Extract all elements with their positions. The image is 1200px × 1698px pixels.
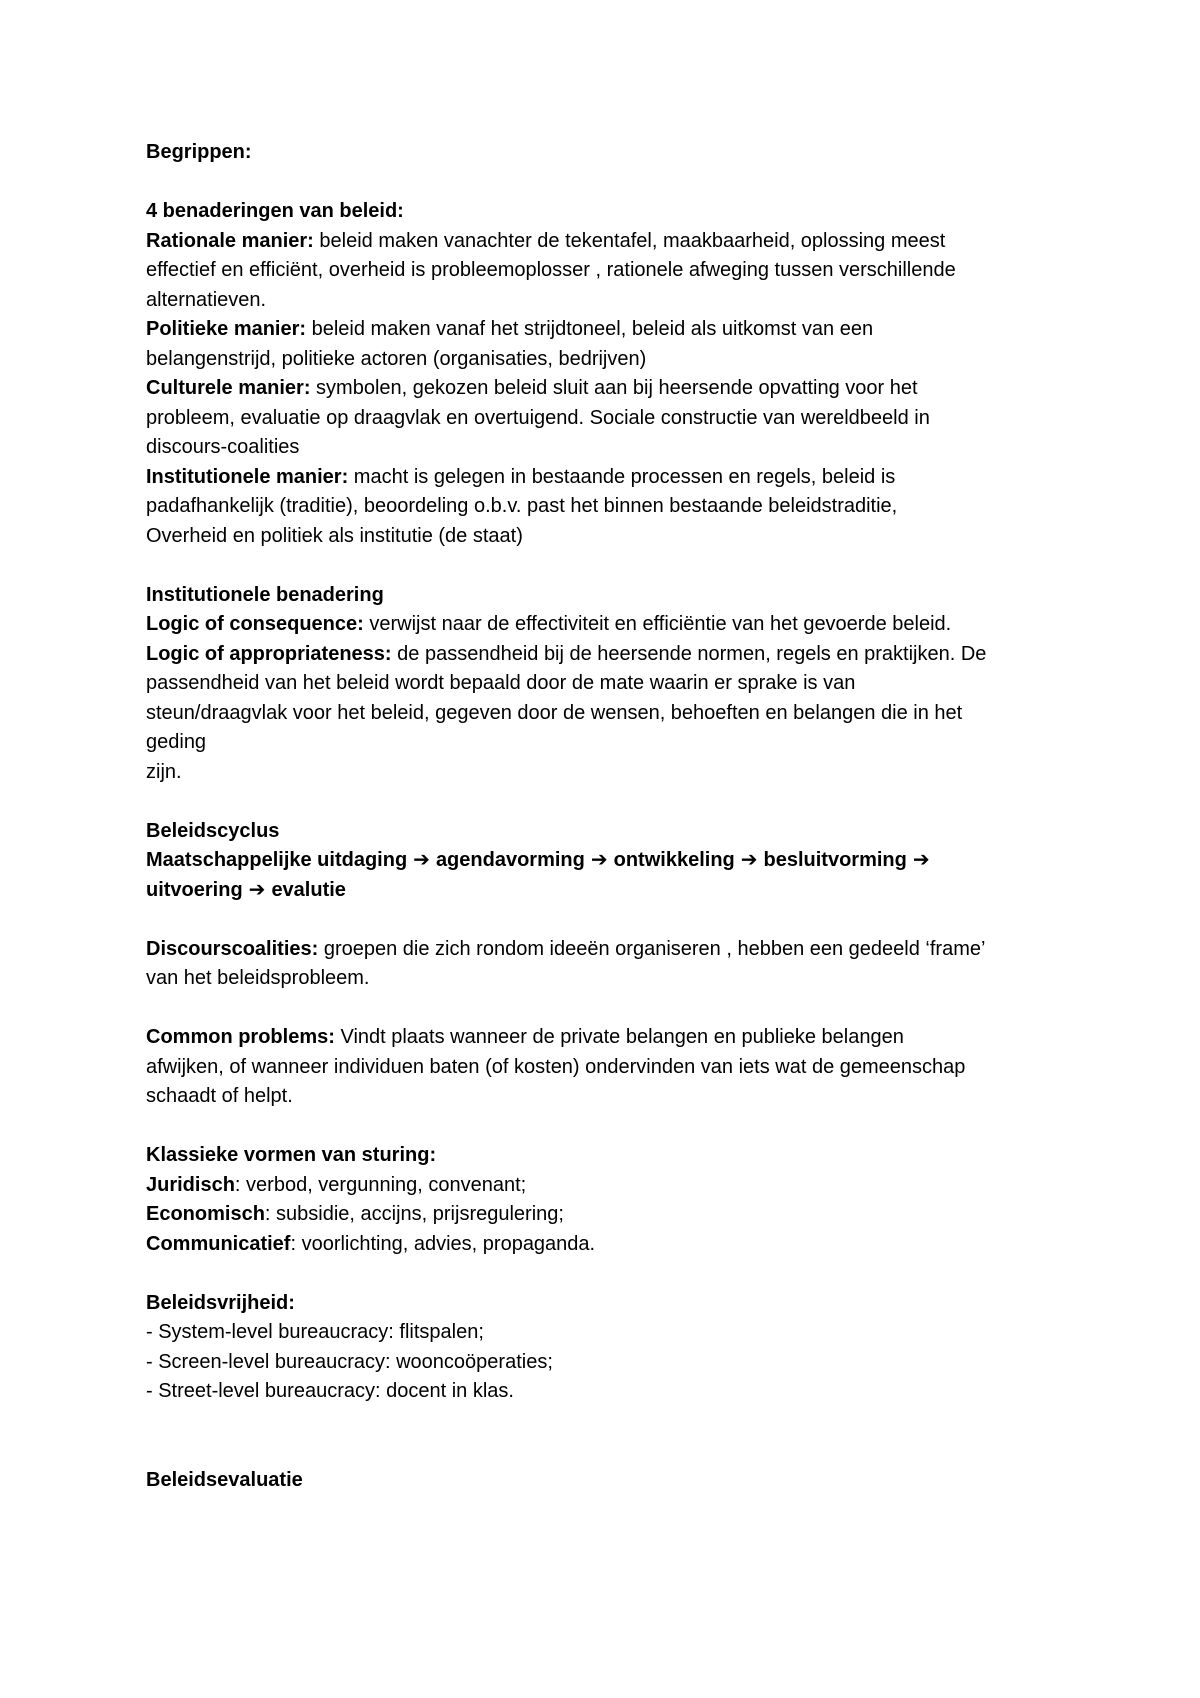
- cyclus-line-2: [146, 876, 1086, 906]
- arrow-right-icon: ➔: [413, 849, 430, 871]
- term-institutioneel: Institutionele manier:: [146, 465, 349, 488]
- arrow-right-icon: ➔: [590, 849, 608, 871]
- sturing-item: Communicatief: voorlichting, advies, propaganda.: [146, 1232, 596, 1255]
- politiek-line-1: Politieke manier: beleid maken vanaf het strijdtoneel, beleid als uitkomst van een: [146, 318, 874, 340]
- sturing-item: Economisch: subsidie, accijns, prijsregulering;: [146, 1203, 564, 1225]
- institutioneel-line-2: padafhankelijk (traditie), beoordeling o.b.v. past het binnen bestaande beleidstraditie,: [146, 495, 898, 517]
- discourscoalities-line-2: van het beleidsprobleem.: [146, 967, 370, 989]
- rationeel-line-3: alternatieven.: [146, 288, 267, 311]
- list-item: - Screen-level bureaucracy: wooncoöperaties;: [146, 1350, 553, 1373]
- arrow-right-icon: ➔: [912, 849, 930, 871]
- institutioneel-line-1: Institutionele manier: macht is gelegen in bestaande processen en regels, beleid is: [146, 465, 896, 488]
- common-problems-line-3: schaadt of helpt.: [146, 1085, 293, 1107]
- term-cultureel: Culturele manier:: [146, 377, 311, 399]
- heading-beleidscyclus: Beleidscyclus: [146, 819, 280, 842]
- heading-sturing: Klassieke vormen van sturing:: [146, 1144, 437, 1166]
- cultureel-line-3: discours-coalities: [146, 436, 300, 458]
- appropriateness-line-3: steun/draagvlak voor het beleid, gegeven door de wensen, behoeften en belangen die in het: [146, 701, 963, 724]
- discourscoalities-line-1: Discourscoalities: groepen die zich rondom ideeën organiseren , hebben een gedeeld ‘frame’: [146, 937, 986, 960]
- cyclus-step: ontwikkeling: [613, 849, 735, 871]
- cyclus-step: Maatschappelijke uitdaging: [146, 849, 408, 871]
- document-body: [146, 138, 1086, 1495]
- list-item: - Street-level bureaucracy: docent in klas.: [146, 1380, 514, 1402]
- heading-benaderingen: 4 benaderingen van beleid:: [146, 200, 404, 222]
- term-economisch: Economisch: [146, 1203, 265, 1225]
- term-appropriateness: Logic of appropriateness:: [146, 642, 392, 665]
- heading-beleidsevaluatie: Beleidsevaluatie: [146, 1468, 303, 1491]
- appropriateness-line-1: Logic of appropriateness: de passendheid bij de heersende normen, regels en praktijken. De: [146, 642, 987, 665]
- term-consequence: Logic of consequence:: [146, 613, 364, 635]
- appropriateness-line-2: passendheid van het beleid wordt bepaald door de mate waarin er sprake is van: [146, 672, 856, 694]
- rationeel-line-2: effectief en efficiënt, overheid is probleemoplosser , rationele afweging tussen verschillende: [146, 259, 956, 281]
- consequence-line: Logic of consequence: verwijst naar de effectiviteit en efficiëntie van het gevoerde beleid.: [146, 613, 952, 635]
- cyclus-step: uitvoering: [146, 878, 243, 901]
- term-politiek: Politieke manier:: [146, 318, 307, 340]
- heading-institutionele-benadering: Institutionele benadering: [146, 583, 384, 606]
- sturing-item: Juridisch: verbod, vergunning, convenant;: [146, 1173, 527, 1196]
- institutioneel-line-3: Overheid en politiek als institutie (de staat): [146, 524, 523, 547]
- cyclus-step: besluitvorming: [763, 849, 907, 871]
- term-communicatief: Communicatief: [146, 1232, 291, 1255]
- term-rationeel: Rationale manier:: [146, 229, 314, 252]
- heading-begrippen: Begrippen:: [146, 141, 252, 163]
- cyclus-step: agendavorming: [435, 849, 585, 871]
- heading-beleidsvrijheid: Beleidsvrijheid:: [146, 1291, 295, 1314]
- appropriateness-line-4: geding: [146, 731, 207, 753]
- rationeel-line-1: Rationale manier: beleid maken vanachter de tekentafel, maakbaarheid, oplossing meest: [146, 229, 946, 252]
- common-problems-line-1: Common problems: Vindt plaats wanneer de private belangen en publieke belangen: [146, 1026, 904, 1048]
- arrow-right-icon: ➔: [248, 878, 266, 901]
- cyclus-line-1: [146, 846, 1086, 876]
- cultureel-line-2: probleem, evaluatie op draagvlak en overtuigend. Sociale constructie van wereldbeeld in: [146, 406, 930, 429]
- term-common-problems: Common problems:: [146, 1026, 335, 1048]
- term-discourscoalities: Discourscoalities:: [146, 937, 319, 960]
- common-problems-line-2: afwijken, of wanneer individuen baten (of kosten) ondervinden van iets wat de gemeenschap: [146, 1055, 966, 1078]
- arrow-right-icon: ➔: [740, 849, 758, 871]
- cultureel-line-1: Culturele manier: symbolen, gekozen beleid sluit aan bij heersende opvatting voor het: [146, 377, 918, 399]
- list-item: - System-level bureaucracy: flitspalen;: [146, 1321, 484, 1343]
- politiek-line-2: belangenstrijd, politieke actoren (organisaties, bedrijven): [146, 347, 647, 370]
- appropriateness-line-5: zijn.: [146, 760, 182, 783]
- cyclus-step: evalutie: [271, 878, 346, 901]
- term-juridisch: Juridisch: [146, 1173, 235, 1196]
